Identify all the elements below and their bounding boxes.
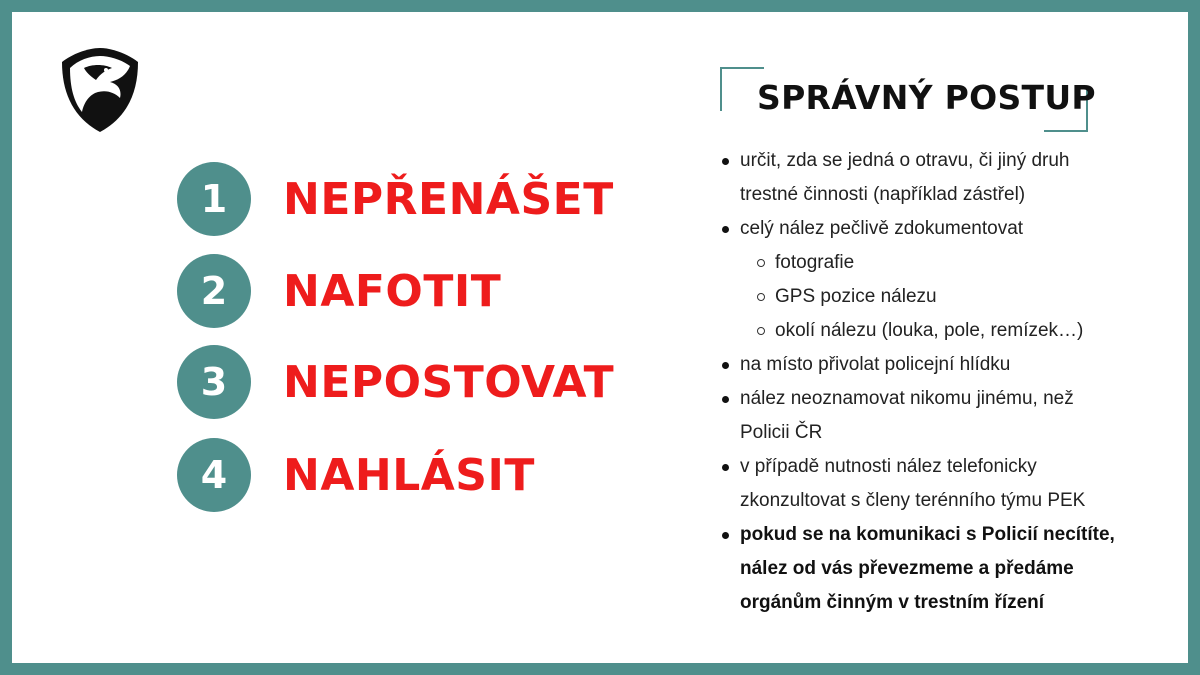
list-item-line: na místo přivolat policejní hlídku [740,354,1011,375]
list-item-line: zkonzultovat s členy terénního týmu PEK [740,490,1086,511]
list-item-line: nález od vás převezmeme a předáme [740,558,1074,579]
list-item [720,518,1160,620]
list-item-line: orgánům činným v trestním řízení [740,592,1045,613]
step-4 [177,438,535,512]
step-number: 1 [177,162,251,236]
list-item-line: GPS pozice nálezu [775,286,937,307]
list-item-line: nález neoznamovat nikomu jinému, než [740,388,1074,409]
step-number: 3 [177,345,251,419]
step-number: 4 [177,438,251,512]
sub-list-item [720,280,1160,314]
step-label: NEPOSTOVAT [283,356,615,408]
list-item-line: Policii ČR [740,422,823,443]
list-item-line: okolí nálezu (louka, pole, remízek…) [775,320,1084,341]
step-2 [177,254,501,328]
list-item-line: celý nález pečlivě zdokumentovat [740,218,1024,239]
step-number: 2 [177,254,251,328]
slide [12,12,1188,663]
list-item-line: v případě nutnosti nález telefonicky [740,456,1037,477]
list-item [720,450,1160,518]
step-label: NEPŘENÁŠET [283,173,614,225]
step-label: NAFOTIT [283,265,502,317]
list-item [720,348,1160,382]
list-item-line: trestné činnosti (například zástřel) [740,184,1026,205]
list-item-line: pokud se na komunikaci s Policií necítíte, [740,524,1115,545]
eagle-shield-icon [60,46,140,134]
list-item [720,212,1160,246]
sub-list-item [720,246,1160,280]
section-heading: SPRÁVNÝ POSTUP [757,78,1096,117]
procedure-list [720,144,1160,620]
step-3 [177,345,614,419]
list-item-line: určit, zda se jedná o otravu, či jiný druh [740,150,1070,171]
list-item-line: fotografie [775,252,855,273]
sub-list-item [720,314,1160,348]
step-label: NAHLÁSIT [283,449,535,501]
list-item [720,144,1160,212]
list-item [720,382,1160,450]
step-1 [177,162,614,236]
